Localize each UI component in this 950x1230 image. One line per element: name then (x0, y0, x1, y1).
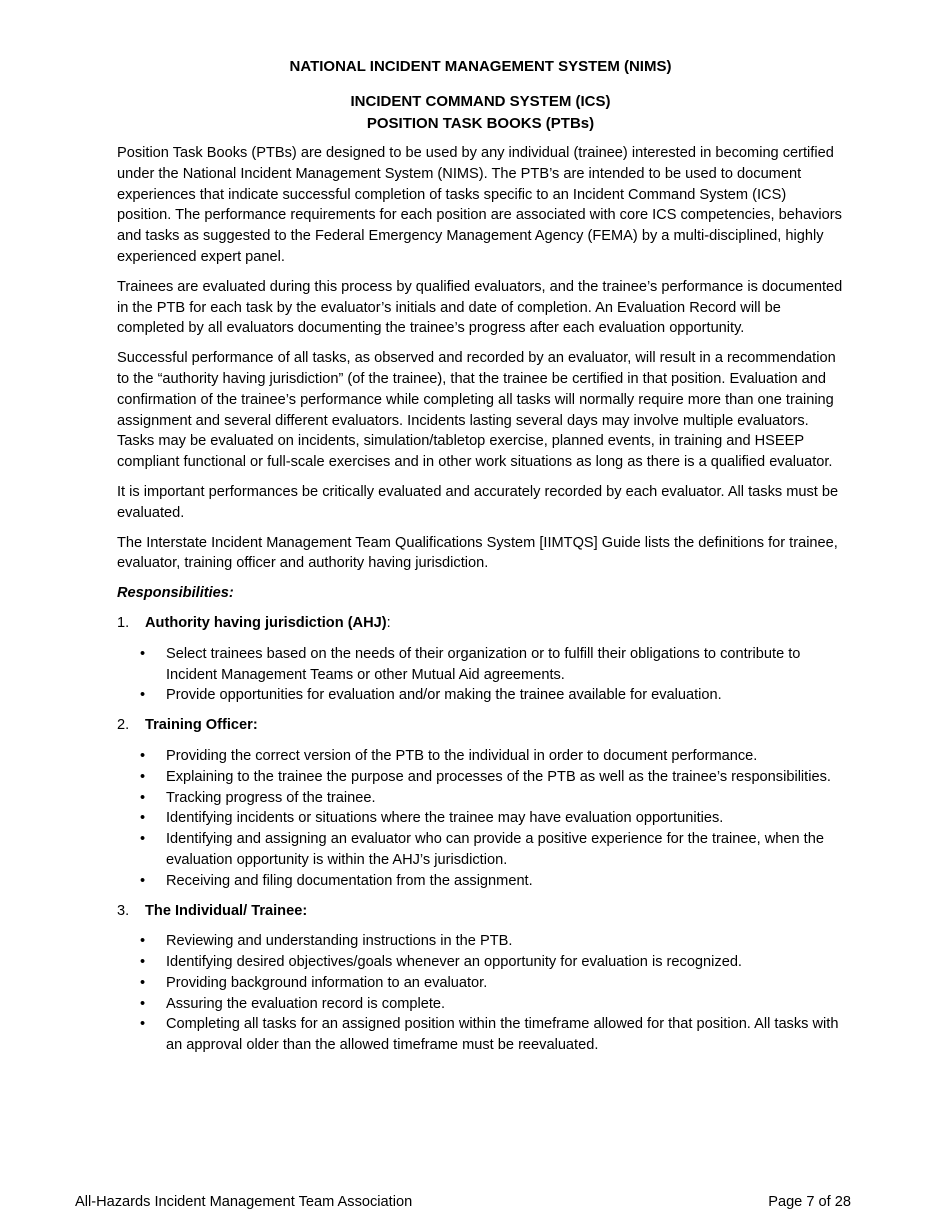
document-title: NATIONAL INCIDENT MANAGEMENT SYSTEM (NIMS) (289, 58, 672, 75)
bullet-icon: • (140, 810, 146, 827)
document-subtitle (117, 91, 844, 135)
section-title: Training Officer: (145, 717, 258, 734)
subtitle-line-2: POSITION TASK BOOKS (PTBs) (366, 115, 595, 132)
list-item (117, 931, 844, 952)
bullet-icon: • (140, 768, 146, 785)
bullet-icon: • (140, 831, 146, 848)
list-item (117, 767, 844, 788)
bullet-list (117, 931, 844, 1056)
bullet-icon: • (140, 789, 146, 806)
list-item-text: Identifying incidents or situations where the trainee may have evaluation opportunities. (166, 810, 724, 827)
list-item-text: Select trainees based on the needs of their organization or to fulfill their obligations to contribute to Incident Management Teams or other Mutual Aid agreements. (166, 645, 801, 683)
list-item-text: Provide opportunities for evaluation and/or making the trainee available for evaluation. (166, 687, 722, 704)
section-heading (117, 715, 844, 736)
bullet-icon: • (140, 1016, 146, 1033)
paragraph: Position Task Books (PTBs) are designed to be used by any individual (trainee) interested in becoming certified under the National Incident Management System (NIMS). The PTB’s are intended to be used to document experiences that indicate successful completion of tasks specific to an Incident Command System (ICS) position. The performance requirements for each position are associated with core ICS competencies, behaviors and tasks as suggested to the Federal Emergency Management Agency (FEMA) by a multi-disciplined, highly experienced expert panel. (117, 145, 842, 265)
responsibilities-heading: Responsibilities: (117, 585, 234, 602)
paragraph: The Interstate Incident Management Team Qualifications System [IIMTQS] Guide lists the definitions for trainee, evaluator, training officer and authority having jurisdiction. (117, 534, 838, 572)
list-item (117, 788, 844, 809)
bullet-icon: • (140, 687, 146, 704)
bullet-icon: • (140, 747, 146, 764)
bullet-list (117, 644, 844, 706)
section-number: 2. (117, 717, 130, 734)
footer-organization: All-Hazards Incident Management Team Association (75, 1194, 413, 1210)
bullet-list (117, 746, 844, 892)
section-number: 1. (117, 614, 130, 631)
list-item-text: Providing the correct version of the PTB to the individual in order to document performance. (166, 747, 758, 764)
section-title: Authority having jurisdiction (AHJ) (145, 614, 387, 631)
subtitle-line-1: INCIDENT COMMAND SYSTEM (ICS) (350, 93, 611, 110)
section-number: 3. (117, 902, 130, 919)
paragraph: Successful performance of all tasks, as observed and recorded by an evaluator, will result in a recommendation to the “authority having jurisdiction” (of the trainee), that the trainee be certified in that position. Evaluation and confirmation of the trainee’s performance while completing all tasks will normally require more than one training assignment and several different evaluators. Incidents lasting several days may involve multiple evaluators. Tasks may be evaluated on incidents, simulation/tabletop exercise, planned events, in training and HSEEP compliant functional or full-scale exercises and in other work situations as long as there is a qualified evaluator. (117, 350, 836, 471)
list-item (117, 952, 844, 973)
paragraph: It is important performances be critically evaluated and accurately recorded by each evaluator. All tasks must be evaluated. (117, 483, 839, 521)
bullet-icon: • (140, 872, 146, 889)
list-item (117, 808, 844, 829)
bullet-icon: • (140, 645, 146, 662)
list-item-text: Completing all tasks for an assigned position within the timeframe allowed for that position. All tasks with an approval older than the allowed timeframe must be reevaluated. (166, 1016, 839, 1054)
list-item-text: Assuring the evaluation record is complete. (166, 995, 446, 1012)
list-item-text: Receiving and filing documentation from the assignment. (166, 872, 533, 889)
list-item (117, 829, 844, 871)
list-item-text: Explaining to the trainee the purpose and processes of the PTB as well as the trainee’s responsibilities. (166, 768, 831, 785)
section-title: The Individual/ Trainee: (145, 902, 308, 919)
list-item (117, 994, 844, 1015)
section-heading (117, 901, 844, 922)
list-item-text: Identifying and assigning an evaluator who can provide a positive experience for the trainee, when the evaluation opportunity is within the AHJ’s jurisdiction. (166, 831, 824, 868)
list-item-text: Reviewing and understanding instructions in the PTB. (166, 933, 513, 950)
list-item (117, 1014, 844, 1056)
footer-page-number: Page 7 of 28 (768, 1194, 851, 1210)
list-item (117, 973, 844, 994)
list-item (117, 685, 844, 706)
bullet-icon: • (140, 974, 146, 991)
section-title-tail: : (386, 614, 391, 631)
list-item-text: Providing background information to an evaluator. (166, 974, 488, 991)
list-item-text: Identifying desired objectives/goals whenever an opportunity for evaluation is recognized. (166, 954, 742, 971)
section-heading (117, 613, 844, 634)
list-item (117, 746, 844, 767)
paragraph: Trainees are evaluated during this process by qualified evaluators, and the trainee’s performance is documented in the PTB for each task by the evaluator’s initials and date of completion. An Evaluation Record will be completed by all evaluators documenting the trainee’s progress after each evaluation opportunity. (117, 278, 843, 337)
list-item-text: Tracking progress of the trainee. (166, 789, 376, 806)
list-item (117, 644, 844, 686)
bullet-icon: • (140, 933, 146, 950)
document-body (117, 56, 844, 1056)
list-item (117, 871, 844, 892)
bullet-icon: • (140, 954, 146, 971)
bullet-icon: • (140, 995, 146, 1012)
